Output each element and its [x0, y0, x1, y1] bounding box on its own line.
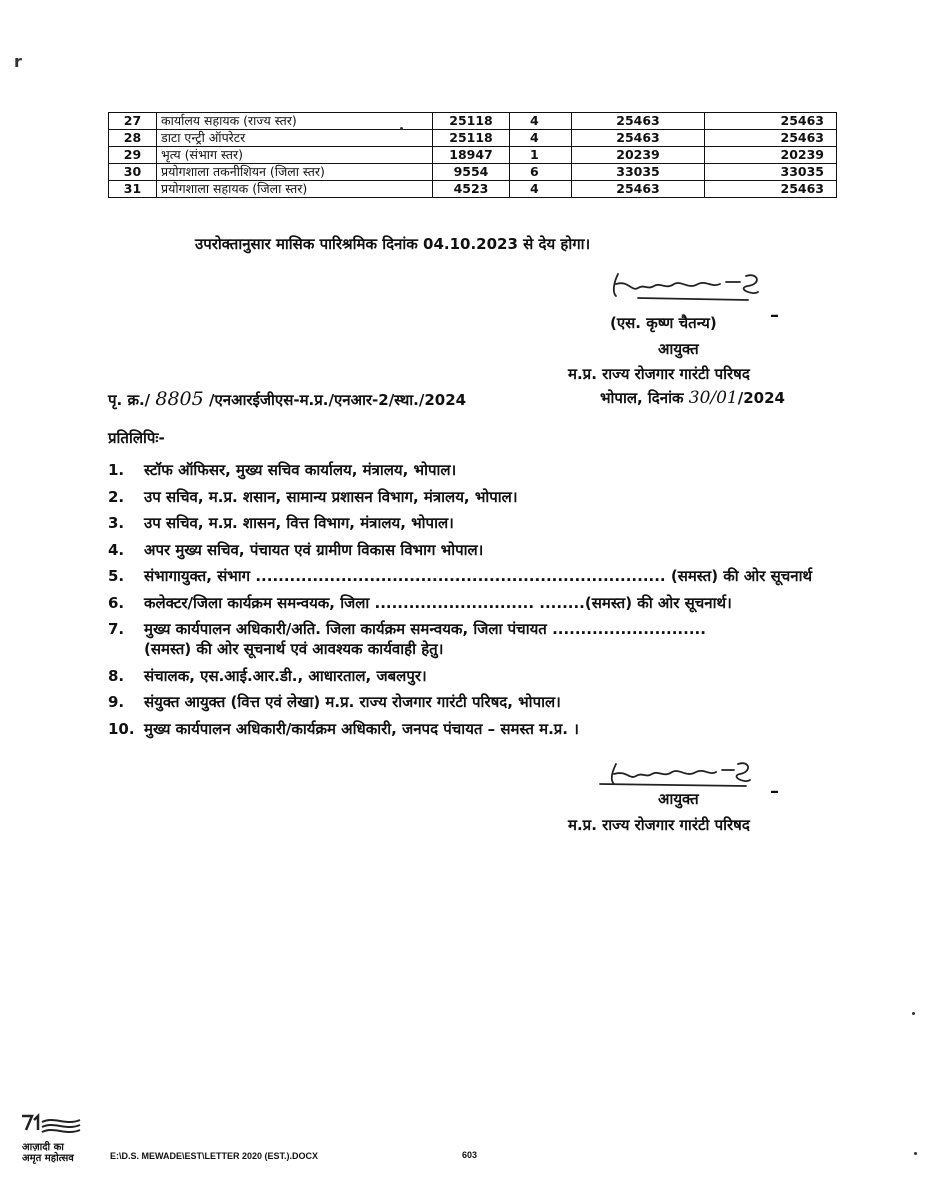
page-number: 603 — [462, 1150, 478, 1160]
row-post-name: प्रयोगशाला सहायक (जिला स्तर) — [157, 181, 433, 198]
row-value-b: 6 — [510, 164, 572, 181]
list-item-text: स्टॉफ ऑफिसर, मुख्य सचिव कार्यालय, मंत्रालय, भोपाल। — [144, 461, 457, 479]
salary-table — [108, 112, 837, 198]
row-value-d: 25463 — [705, 181, 837, 198]
row-serial: 28 — [109, 130, 157, 147]
list-item-number: 6. — [108, 593, 125, 612]
scan-speck — [912, 1012, 915, 1015]
copy-to-label: प्रतिलिपिः- — [108, 429, 165, 447]
row-value-b: 4 — [510, 130, 572, 147]
row-value-d: 25463 — [705, 130, 837, 147]
row-post-name: भृत्य (संभाग स्तर) — [157, 147, 433, 164]
reference-prefix: पृ. क्र./ — [108, 391, 151, 409]
list-item-number: 8. — [108, 666, 125, 685]
logo-text — [22, 1142, 74, 1164]
signatory-organisation: म.प्र. राज्य रोजगार गारंटी परिषद — [568, 365, 750, 383]
list-item — [108, 540, 848, 560]
row-value-b: 4 — [510, 181, 572, 198]
table-row — [109, 181, 837, 198]
list-item — [108, 593, 848, 613]
list-item-text: उप सचिव, म.प्र. शसान, सामान्य प्रशासन विभाग, मंत्रालय, भोपाल। — [144, 487, 518, 506]
reference-date — [600, 388, 785, 408]
salary-table-body — [109, 113, 837, 198]
list-item — [108, 460, 848, 480]
row-value-c: 20239 — [572, 147, 705, 164]
row-value-a: 4523 — [433, 181, 510, 198]
list-item-text: अपर मुख्य सचिव, पंचायत एवं ग्रामीण विकास विभाग भोपाल। — [144, 540, 484, 559]
list-item-number: 4. — [108, 540, 125, 559]
row-value-a: 25118 — [433, 130, 510, 147]
reference-suffix: /एनआरईजीएस-म.प्र./एनआर-2/स्था./2024 — [208, 391, 467, 409]
reference-number: 8805 — [155, 388, 204, 410]
row-serial: 27 — [109, 113, 157, 130]
signatory-designation-bottom: आयुक्त — [658, 790, 699, 808]
row-value-b: 1 — [510, 147, 572, 164]
signatory-organisation-bottom: म.प्र. राज्य रोजगार गारंटी परिषद — [568, 816, 750, 834]
row-value-c: 25463 — [572, 113, 705, 130]
list-item-text: संयुक्त आयुक्त (वित्त एवं लेखा) म.प्र. राज्य रोजगार गारंटी परिषद, भोपाल। — [144, 693, 561, 711]
signature — [608, 262, 768, 302]
row-post-name: प्रयोगशाला तकनीशियन (जिला स्तर) — [157, 164, 433, 181]
list-item-text: संचालक, एस.आई.आर.डी., आधारताल, जबलपुर। — [144, 666, 427, 685]
list-item — [108, 619, 848, 659]
row-value-a: 25118 — [433, 113, 510, 130]
table-row — [109, 147, 837, 164]
list-item — [108, 513, 848, 533]
list-item-number: 10. — [108, 719, 135, 738]
row-post-name: डाटा एन्ट्री ऑपरेटर — [157, 130, 433, 147]
row-value-d: 25463 — [705, 113, 837, 130]
row-value-c: 25463 — [572, 181, 705, 198]
row-value-d: 33035 — [705, 164, 837, 181]
signatory-designation: आयुक्त — [658, 340, 699, 358]
list-item-number: 3. — [108, 514, 125, 532]
row-value-a: 18947 — [433, 147, 510, 164]
row-post-name: कार्यालय सहायक (राज्य स्तर) — [157, 113, 433, 130]
row-value-c: 33035 — [572, 164, 705, 181]
list-item-text: उप सचिव, म.प्र. शासन, वित्त विभाग, मंत्रालय, भोपाल। — [144, 514, 454, 532]
table-row — [109, 130, 837, 147]
list-item-number: 2. — [108, 487, 125, 506]
logo-text-line-2: अमृत महोत्सव — [22, 1153, 74, 1164]
table-row — [109, 113, 837, 130]
row-serial: 30 — [109, 164, 157, 181]
table-row — [109, 164, 837, 181]
remuneration-statement: उपरोक्तानुसार मासिक पारिश्रमिक दिनांक 04.10.2023 से देय होगा। — [195, 235, 591, 253]
reference-year: /2024 — [737, 389, 785, 407]
reference-place: भोपाल, दिनांक — [600, 389, 684, 407]
list-item-number: 1. — [108, 461, 125, 479]
row-serial: 29 — [109, 147, 157, 164]
signatory-dash-bottom: – — [770, 781, 779, 802]
row-value-c: 25463 — [572, 130, 705, 147]
margin-mark: r — [14, 52, 22, 71]
list-item — [108, 566, 848, 586]
file-path: E:\D.S. MEWADE\EST\LETTER 2020 (EST.).DOCX — [110, 1151, 319, 1161]
list-item-number: 5. — [108, 567, 125, 585]
reference-date-handwritten: 30/01 — [688, 388, 738, 408]
list-item — [108, 692, 848, 712]
list-item-number: 9. — [108, 693, 125, 711]
scan-speck — [914, 1152, 917, 1155]
list-item-text: संभागायुक्त, संभाग ........................................................................ (समस्त) की ओर सूचनार्थ — [144, 567, 813, 585]
logo-text-line-1: आज़ादी का — [22, 1142, 64, 1153]
list-item-text: मुख्य कार्यपालन अधिकारी/कार्यक्रम अधिकारी, जनपद पंचायत – समस्त म.प्र. । — [144, 719, 579, 738]
list-item-text: कलेक्टर/जिला कार्यक्रम समन्वयक, जिला ............................ ........(समस्त) की ओर सूचनार्थ। — [144, 593, 732, 612]
row-value-b: 4 — [510, 113, 572, 130]
scan-speck — [400, 127, 403, 130]
list-item — [108, 487, 848, 507]
list-item — [108, 666, 848, 686]
list-item — [108, 719, 848, 739]
row-value-a: 9554 — [433, 164, 510, 181]
copy-to-list — [108, 460, 848, 745]
reference-number-line — [108, 388, 466, 410]
list-item-number: 7. — [108, 620, 125, 638]
signatory-name: (एस. कृष्ण चैतन्य) — [610, 314, 717, 332]
row-serial: 31 — [109, 181, 157, 198]
list-item-text: मुख्य कार्यपालन अधिकारी/अति. जिला कार्यक्रम समन्वयक, जिला पंचायत ........................... (समस्त) की ओर सूचनार्थ एवं आवश्यक कार्यवाही हेतु। — [144, 620, 706, 658]
row-value-d: 20239 — [705, 147, 837, 164]
signature — [596, 754, 756, 790]
signatory-dash: – — [770, 305, 779, 326]
